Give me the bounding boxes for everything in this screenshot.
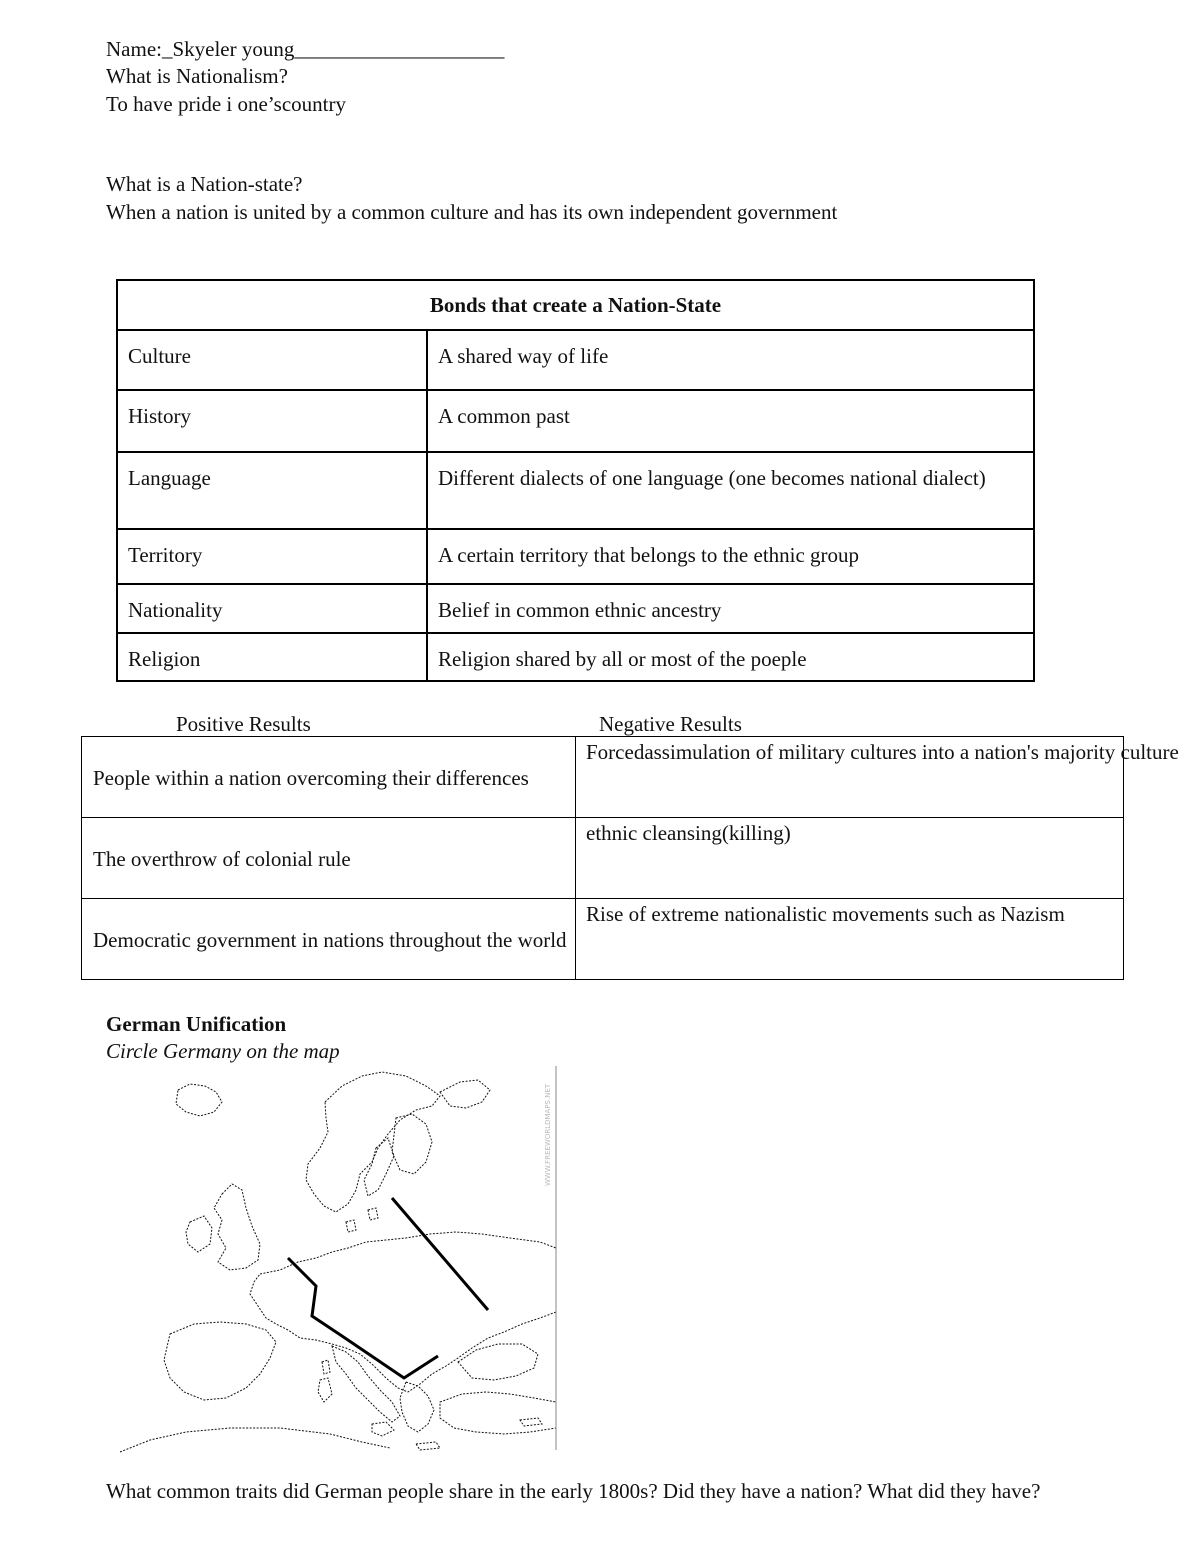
negative-result: Rise of extreme nationalistic movements such as Nazism — [586, 902, 1065, 926]
bond-description: Different dialects of one language (one becomes national dialect) — [427, 452, 1034, 529]
negative-results-header: Negative Results — [599, 712, 742, 736]
question-nation-state: What is a Nation-state? — [106, 172, 303, 196]
bond-label: History — [117, 390, 427, 452]
german-unification-heading: German Unification — [106, 1012, 287, 1036]
bond-description: A common past — [427, 390, 1034, 452]
positive-result: The overthrow of colonial rule — [93, 847, 351, 871]
table-row — [117, 390, 1034, 452]
europe-outline-map — [110, 1062, 562, 1454]
bond-description: Religion shared by all or most of the poeple — [427, 633, 1034, 681]
negative-result: ethnic cleansing(killing) — [586, 821, 791, 845]
positive-result: People within a nation overcoming their differences — [93, 766, 529, 790]
table-row — [82, 818, 1124, 899]
table-row — [117, 633, 1034, 681]
name-line: Name:_Skyeler young____________________ — [106, 37, 505, 61]
bond-label: Nationality — [117, 584, 427, 633]
bond-description: Belief in common ethnic ancestry — [427, 584, 1034, 633]
drawn-border-lines — [288, 1198, 488, 1378]
bond-description: A shared way of life — [427, 330, 1034, 390]
table-row — [117, 452, 1034, 529]
bond-label: Territory — [117, 529, 427, 584]
positive-result: Democratic government in nations throughout the world — [93, 928, 567, 952]
bonds-table-title: Bonds that create a Nation-State — [117, 280, 1034, 330]
table-row — [82, 899, 1124, 980]
map-watermark: WWW.FREEWORLDMAPS.NET — [544, 1083, 552, 1186]
positive-results-header: Positive Results — [176, 712, 311, 736]
negative-result: Forcedassimulation of military cultures into a nation's majority culture — [586, 740, 1179, 764]
answer-nationalism: To have pride i one’scountry — [106, 92, 346, 116]
table-row — [117, 330, 1034, 390]
bonds-table — [116, 279, 1035, 682]
question-nationalism: What is Nationalism? — [106, 64, 288, 88]
table-row — [117, 584, 1034, 633]
german-traits-question: What common traits did German people share in the early 1800s? Did they have a nation? What did they have? — [106, 1479, 1041, 1503]
coastline-outlines — [120, 1072, 556, 1452]
bond-label: Language — [117, 452, 427, 529]
answer-nation-state: When a nation is united by a common culture and has its own independent government — [106, 200, 838, 224]
bond-label: Culture — [117, 330, 427, 390]
results-table — [81, 736, 1179, 980]
bond-label: Religion — [117, 633, 427, 681]
bond-description: A certain territory that belongs to the ethnic group — [427, 529, 1034, 584]
table-row — [117, 529, 1034, 584]
table-row — [82, 737, 1124, 818]
map-instruction: Circle Germany on the map — [106, 1039, 340, 1063]
